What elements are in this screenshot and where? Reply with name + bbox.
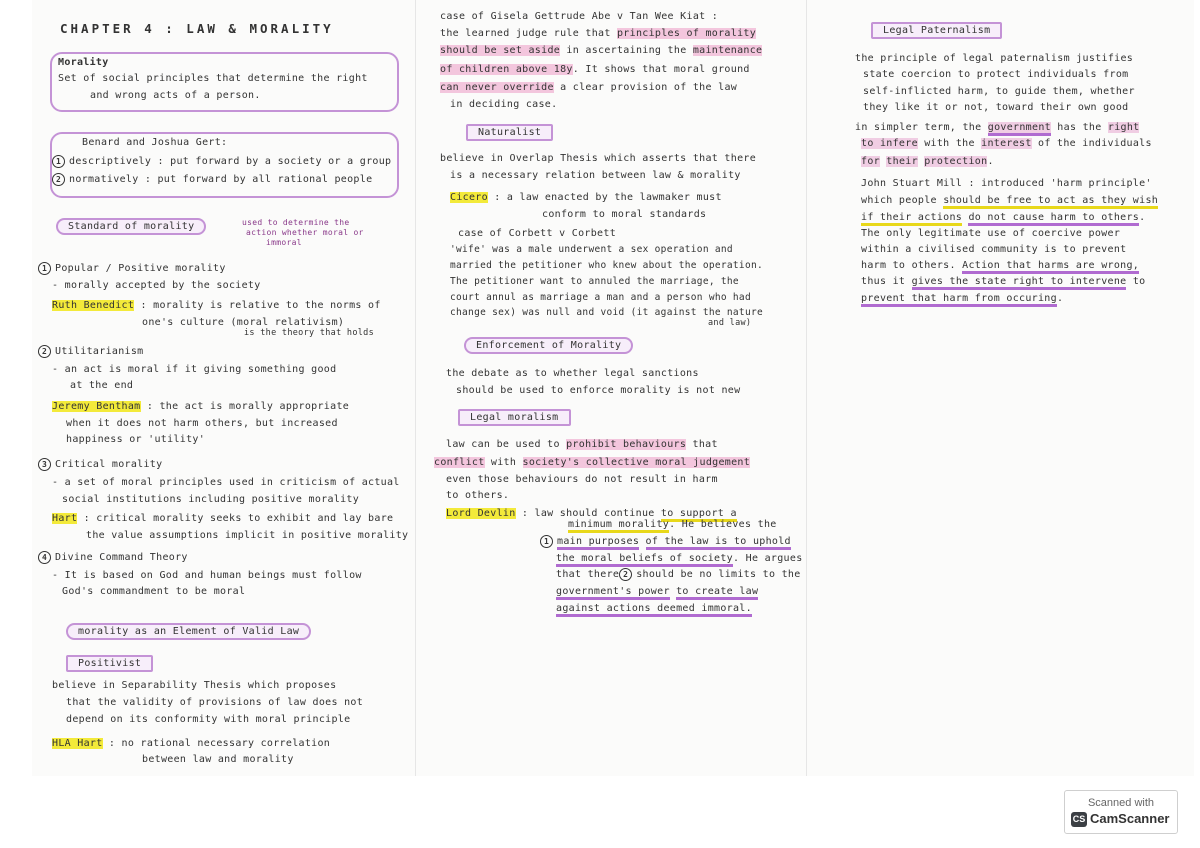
legal-moralism-label: Legal moralism	[458, 409, 571, 426]
hla-body-2: between law and morality	[142, 754, 294, 765]
standard-note-3: immoral	[266, 238, 302, 247]
lm-2b: with	[490, 457, 517, 468]
nat-line-2: is a necessary relation between law & morality	[450, 170, 741, 181]
case-5a: can never override	[440, 82, 554, 93]
lm-1b: prohibit behaviours	[566, 439, 687, 450]
lp-line-6	[861, 137, 1152, 151]
valid-law-heading	[66, 625, 311, 639]
num-circle: 2	[38, 345, 51, 358]
hla-hart-name: HLA Hart	[52, 738, 103, 749]
column-middle	[415, 0, 807, 776]
naturalist-heading	[466, 126, 553, 140]
mill-line-5: within a civilised community is to prevent	[861, 244, 1127, 255]
gert-item-2-text: normatively : put forward by all rational people	[69, 174, 373, 185]
s2-title-text: Utilitarianism	[55, 346, 144, 357]
column-right	[807, 0, 1194, 776]
mill-3a: if their actions	[861, 212, 962, 226]
num-circle: 1	[52, 155, 65, 168]
hla-body-1	[52, 737, 330, 751]
dev-1b: to support a	[661, 508, 737, 522]
hla-text-1: : no rational necessary correlation	[108, 738, 331, 749]
cicero-line-1	[450, 191, 722, 205]
dev-2b: . He believes the	[669, 519, 777, 530]
paternalism-label: Legal Paternalism	[871, 22, 1002, 39]
lp-line-7	[861, 155, 994, 169]
case-4b: . It shows that moral ground	[572, 64, 750, 75]
camscanner-brand: CamScanner	[1090, 811, 1170, 826]
s1-title	[38, 262, 226, 276]
case-3c: maintenance	[692, 45, 763, 56]
lm-1a: law can be used to	[446, 439, 560, 450]
s2-body-1	[52, 400, 349, 414]
mill-line-6	[861, 259, 1139, 273]
lm-line-1	[446, 438, 718, 452]
morality-def-1: Set of social principles that determine the right	[58, 73, 368, 84]
dev-2a: minimum morality	[568, 519, 669, 533]
dev-6b: to create law	[676, 586, 758, 600]
case-gisela-line-2	[440, 27, 756, 41]
num-circle: 4	[38, 551, 51, 564]
s3-title	[38, 458, 162, 472]
devlin-line-2	[568, 518, 777, 532]
lp-7c: protection	[924, 156, 988, 167]
lord-devlin-name: Lord Devlin	[446, 508, 516, 519]
corbett-line-2: married the petitioner who knew about the operation.	[450, 260, 764, 271]
pos-line-3: depend on its conformity with moral principle	[66, 714, 351, 725]
pos-line-1: believe in Separability Thesis which proposes	[52, 680, 337, 691]
corbett-line-3: The petitioner want to annuled the marriage, the	[450, 276, 739, 287]
gert-title: Benard and Joshua Gert:	[82, 137, 228, 148]
mill-3b: do not cause harm to others	[968, 212, 1139, 226]
dev-1a: : law should continue	[521, 508, 655, 519]
num-circle: 2	[619, 568, 632, 581]
gert-item-1	[52, 155, 391, 169]
notes-page	[32, 0, 1194, 776]
naturalist-label: Naturalist	[466, 124, 553, 141]
lm-line-3: even those behaviours do not result in harm	[446, 474, 718, 485]
mill-7c: to	[1132, 276, 1146, 287]
s4-line-1: - It is based on God and human beings must follow	[52, 570, 362, 581]
s1-body-2: one's culture (moral relativism)	[142, 317, 345, 328]
case-5b: a clear provision of the law	[560, 82, 738, 93]
s1-body-3: is the theory that holds	[244, 328, 375, 338]
case-3b: in ascertaining the	[566, 45, 687, 56]
s1-text-1: : morality is relative to the norms of	[140, 300, 381, 311]
gert-item-1-text: descriptively : put forward by a society or a group	[69, 156, 392, 167]
devlin-line-4	[556, 552, 803, 566]
s1-title-text: Popular / Positive morality	[55, 263, 226, 274]
mill-6a: harm to others.	[861, 260, 956, 271]
gert-item-2	[52, 173, 372, 187]
s4-title-text: Divine Command Theory	[55, 552, 188, 563]
lm-1c: that	[692, 439, 718, 450]
s3-title-text: Critical morality	[55, 459, 163, 470]
mill-3c: .	[1139, 212, 1146, 223]
standard-note-1: used to determine the	[242, 218, 350, 227]
num-circle: 1	[38, 262, 51, 275]
s4-line-2: God's commandment to be moral	[62, 586, 246, 597]
s2-text-1: : the act is morally appropriate	[146, 401, 350, 412]
mill-line-8	[861, 292, 1063, 306]
corbett-line-1: 'wife' was a male underwent a sex operation and	[450, 244, 733, 255]
case-4a: of children above 18y	[440, 64, 573, 75]
corbett-line-4: court annul as marriage a man and a person who had	[450, 292, 751, 303]
lp-7b: their	[886, 156, 918, 167]
lp-line-5	[855, 121, 1139, 135]
s2-line-1: - an act is moral if it giving something good	[52, 364, 337, 375]
camscanner-logo-icon: CS	[1071, 812, 1087, 827]
dev-5b: should be no limits to the	[636, 569, 801, 580]
lp-7d: .	[987, 156, 994, 167]
case-gisela-line-4	[440, 63, 750, 77]
lm-line-2	[434, 456, 750, 470]
mill-7a: thus it	[861, 276, 906, 287]
s2-body-3: happiness or 'utility'	[66, 434, 206, 445]
corbett-title: case of Corbett v Corbett	[458, 228, 617, 239]
valid-law-label: morality as an Element of Valid Law	[66, 623, 311, 640]
positivist-label: Positivist	[66, 655, 153, 672]
lp-5d: right	[1107, 122, 1140, 133]
lm-2a: conflict	[434, 457, 485, 468]
mill-line-3	[861, 211, 1145, 225]
jeremy-bentham-name: Jeremy Bentham	[52, 401, 141, 412]
s3-text-1: : critical morality seeks to exhibit and lay bare	[83, 513, 394, 524]
lm-line-4: to others.	[446, 490, 510, 501]
devlin-line-6	[556, 585, 758, 599]
s3-line-2: social institutions including positive morality	[62, 494, 360, 505]
lp-5c: has the	[1057, 122, 1102, 133]
chapter-title	[60, 22, 334, 36]
dev-4b: . He argues	[732, 553, 803, 564]
mill-line-7	[861, 275, 1145, 289]
num-circle: 3	[38, 458, 51, 471]
dev-5a: that there	[556, 569, 620, 580]
mill-8b: .	[1056, 293, 1064, 304]
cicero-name: Cicero	[450, 192, 488, 203]
lp-7a: for	[861, 156, 880, 167]
num-circle: 2	[52, 173, 65, 186]
dev-7: against actions deemed immoral.	[556, 603, 752, 617]
standard-note	[242, 218, 364, 248]
paternalism-heading	[871, 24, 1002, 38]
s4-title	[38, 551, 188, 565]
enforcement-heading	[464, 339, 633, 353]
dev-3b: of the law is to uphold	[646, 536, 791, 550]
lp-6a: to infere	[861, 138, 918, 149]
case-2b: principles of morality	[616, 28, 757, 39]
cicero-line-2: conform to moral standards	[542, 209, 707, 220]
lp-6d: of the individuals	[1038, 138, 1152, 149]
enf-line-2: should be used to enforce morality is not new	[456, 385, 741, 396]
mill-8a: prevent that harm from occuring	[861, 293, 1057, 307]
mill-2b: should be free to act as they wish	[943, 195, 1158, 209]
enforcement-label: Enforcement of Morality	[464, 337, 633, 354]
s3-body-2: the value assumptions implicit in positive morality	[86, 530, 409, 541]
corbett-line-5: change sex) was null and void (it against the nature	[450, 307, 764, 318]
cicero-text-1: : a law enacted by the lawmaker must	[494, 192, 722, 203]
s3-line-1: - a set of moral principles used in criticism of actual	[52, 477, 400, 488]
s2-body-2: when it does not harm others, but increased	[66, 418, 338, 429]
mill-line-2	[861, 194, 1158, 208]
scanned-with-text: Scanned with	[1087, 797, 1155, 809]
devlin-line-7	[556, 602, 752, 616]
s2-title	[38, 345, 144, 359]
chapter-title-text: CHAPTER 4 : LAW & MORALITY	[60, 21, 334, 36]
morality-def-2: and wrong acts of a person.	[90, 90, 261, 101]
lp-5a: in simpler term, the	[855, 122, 982, 133]
lp-line-4: they like it or not, toward their own good	[863, 102, 1129, 113]
legal-moralism-heading	[458, 411, 571, 425]
dev-4a: the moral beliefs of society	[556, 553, 733, 567]
mill-6b: Action that harms are wrong,	[962, 260, 1139, 274]
case-2a: the learned judge rule that	[440, 28, 611, 39]
lp-6c: interest	[981, 138, 1032, 149]
lp-6b: with the	[924, 138, 975, 149]
standard-label: Standard of morality	[56, 218, 206, 235]
s2-line-2: at the end	[70, 380, 134, 391]
mill-7b: gives the state right to intervene	[912, 276, 1127, 290]
mill-line-1: John Stuart Mill : introduced 'harm principle'	[861, 178, 1152, 189]
ruth-benedict-name: Ruth Benedict	[52, 300, 135, 311]
standard-note-2: action whether moral or	[246, 228, 364, 237]
case-3a: should be set aside	[440, 45, 561, 56]
lp-line-3: self-inflicted harm, to guide them, whether	[863, 86, 1135, 97]
positivist-heading	[66, 657, 153, 671]
devlin-line-5	[556, 568, 801, 582]
morality-label: Morality	[58, 57, 109, 68]
nat-line-1: believe in Overlap Thesis which asserts that there	[440, 153, 757, 164]
s3-body-1	[52, 512, 393, 526]
num-circle: 1	[540, 535, 553, 548]
s1-body-1	[52, 299, 381, 313]
camscanner-badge	[1064, 790, 1178, 834]
lp-line-1: the principle of legal paternalism justifies	[855, 53, 1134, 64]
case-gisela-line-6: in deciding case.	[450, 99, 558, 110]
dev-6a: government's power	[556, 586, 670, 600]
pos-line-2: that the validity of provisions of law does not	[66, 697, 364, 708]
s1-line: - morally accepted by the society	[52, 280, 261, 291]
standard-heading	[56, 220, 206, 234]
case-gisela-line-3	[440, 44, 762, 58]
case-gisela-line-5	[440, 81, 737, 95]
dev-3a: main purposes	[557, 536, 639, 550]
column-left	[32, 0, 412, 776]
lp-5b: government	[988, 122, 1051, 136]
mill-2a: which people	[861, 195, 937, 206]
enf-line-1: the debate as to whether legal sanctions	[446, 368, 699, 379]
devlin-line-3	[540, 535, 791, 549]
case-gisela-title: case of Gisela Gettrude Abe v Tan Wee Kiat :	[440, 11, 719, 22]
corbett-line-6: and law)	[708, 318, 752, 328]
mill-line-4: The only legitimate use of coercive power	[861, 228, 1121, 239]
hart-name: Hart	[52, 513, 78, 524]
lp-line-2: state coercion to protect individuals from	[863, 69, 1129, 80]
lm-2c: society's collective moral judgement	[522, 457, 751, 468]
